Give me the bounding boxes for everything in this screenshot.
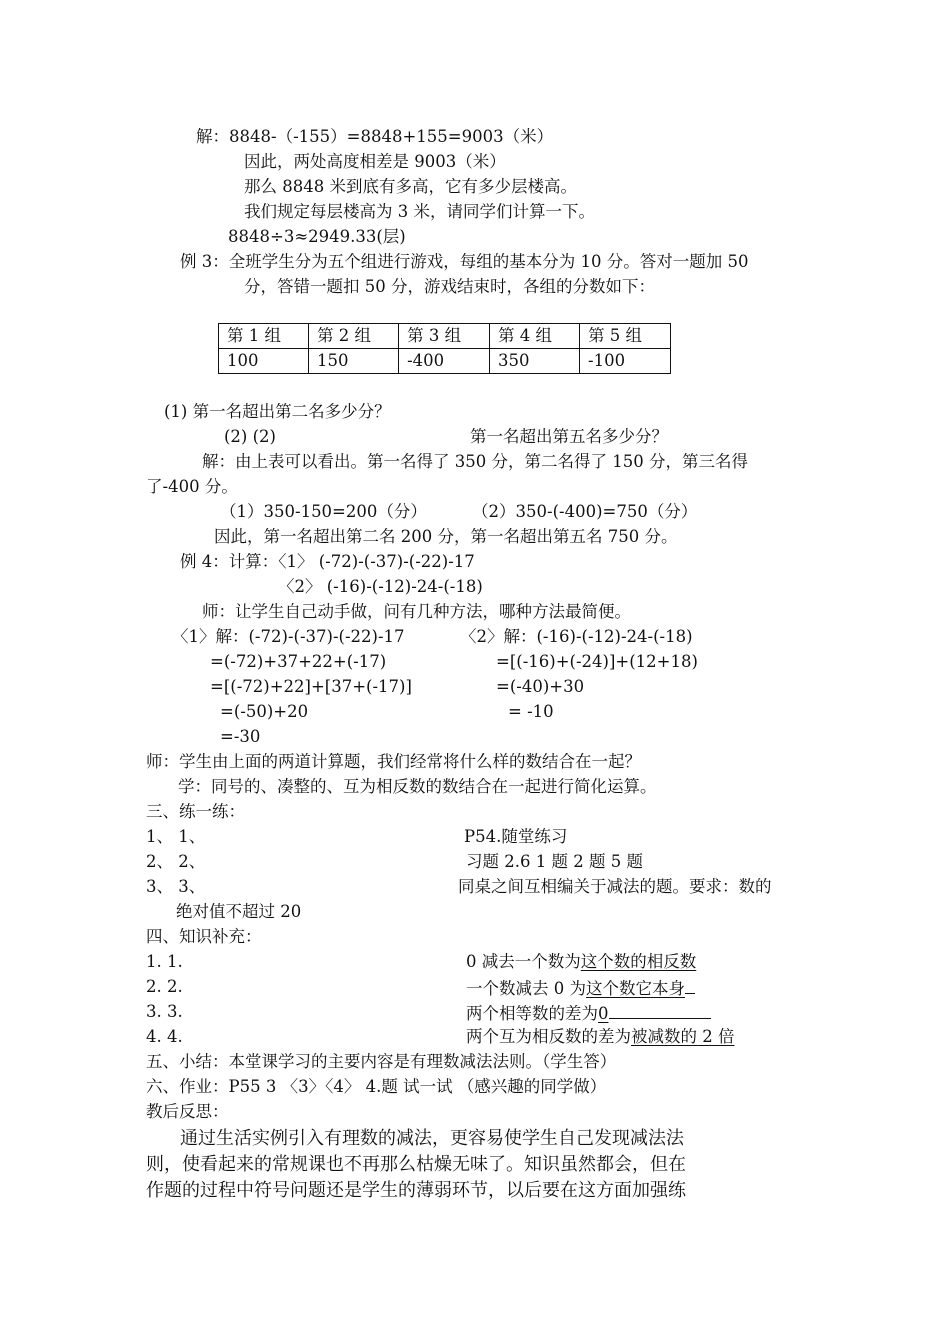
reflection-paragraph-line: 则，使看起来的常规课也不再那么枯燥无味了。知识虽然都会，但在 bbox=[146, 1154, 686, 1175]
solution-line: 解：8848-（-155）=8848+155=9003（米） bbox=[196, 127, 554, 146]
solution-2-line: =[(-16)+(-24)]+(12+18) bbox=[496, 652, 698, 671]
question-2-text: 第一名超出第五名多少分？ bbox=[470, 427, 668, 446]
underlined-answer: 0 bbox=[598, 1004, 609, 1023]
table-cell: 150 bbox=[309, 349, 399, 374]
conclusion-line: 因此，第一名超出第二名 200 分，第一名超出第五名 750 分。 bbox=[214, 527, 678, 546]
solution-1-line: =(-72)+37+22+(-17) bbox=[210, 652, 387, 671]
calculation-1: （1）350-150=200（分） bbox=[220, 502, 427, 521]
underlined-answer: 这个数的相反数 bbox=[580, 952, 697, 971]
table-header-cell: 第 3 组 bbox=[399, 324, 490, 349]
knowledge-item-text: 两个相等数的差为0 bbox=[466, 1001, 711, 1025]
knowledge-item-number: 1. 1. bbox=[146, 952, 183, 971]
example-4-title: 例 4：计算：〈1〉 (-72)-(-37)-(-22)-17 bbox=[180, 552, 475, 571]
practice-item-number: 3、 3、 bbox=[146, 877, 206, 896]
reflection-heading: 教后反思： bbox=[146, 1102, 229, 1121]
solution-line: 了-400 分。 bbox=[146, 477, 238, 496]
table-row bbox=[219, 349, 671, 374]
practice-item-text: 绝对值不超过 20 bbox=[176, 902, 302, 921]
score-table bbox=[218, 323, 671, 374]
solution-1-line: =[(-72)+22]+[37+(-17)] bbox=[210, 677, 412, 696]
reflection-paragraph-line: 作题的过程中符号问题还是学生的薄弱环节，以后要在这方面加强练 bbox=[146, 1180, 686, 1201]
solution-2-line: = -10 bbox=[508, 702, 554, 721]
example-3-title: 例 3：全班学生分为五个组进行游戏，每组的基本分为 10 分。答对一题加 50 bbox=[180, 252, 749, 271]
table-header-cell: 第 2 组 bbox=[309, 324, 399, 349]
solution-1-line: =-30 bbox=[220, 727, 261, 746]
teacher-question: 师：学生由上面的两道计算题，我们经常将什么样的数结合在一起？ bbox=[146, 752, 641, 771]
underlined-answer: 这个数它本身 bbox=[586, 979, 685, 998]
table-cell: 350 bbox=[490, 349, 580, 374]
calculation-2: （2）350-(-400)=750（分） bbox=[472, 502, 698, 521]
solution-1-line: =(-50)+20 bbox=[220, 702, 309, 721]
formula-line: 8848÷3≈2949.33(层) bbox=[228, 227, 406, 246]
example-3-text: 分，答错一题扣 50 分，游戏结束时，各组的分数如下： bbox=[244, 277, 655, 296]
practice-item-number: 2、 2、 bbox=[146, 852, 206, 871]
knowledge-item-number: 3. 3. bbox=[146, 1002, 183, 1021]
section-6-homework: 六、作业：P55 3 〈3〉〈4〉 4.题 试一试 （感兴趣的同学做） bbox=[146, 1077, 607, 1096]
solution-line: 解：由上表可以看出。第一名得了 350 分，第二名得了 150 分，第三名得 bbox=[202, 452, 748, 471]
table-cell: 100 bbox=[219, 349, 309, 374]
practice-item-text: P54.随堂练习 bbox=[464, 827, 568, 846]
solution-2-line: =(-40)+30 bbox=[496, 677, 585, 696]
section-3-heading: 三、练一练： bbox=[146, 802, 245, 821]
question-2-number: (2) (2) bbox=[224, 427, 276, 446]
practice-item-number: 1、 1、 bbox=[146, 827, 206, 846]
knowledge-item-number: 4. 4. bbox=[146, 1027, 183, 1046]
text-line: 我们规定每层楼高为 3 米，请同学们计算一下。 bbox=[244, 202, 595, 221]
solution-1-line: 〈1〉解：(-72)-(-37)-(-22)-17 bbox=[172, 627, 405, 646]
teacher-line: 师：让学生自己动手做，问有几种方法，哪种方法最简便。 bbox=[202, 602, 631, 621]
knowledge-item-text: 两个互为相反数的差为被减数的 2 倍 bbox=[466, 1027, 735, 1046]
knowledge-item-number: 2. 2. bbox=[146, 977, 183, 996]
text-line: 因此，两处高度相差是 9003（米） bbox=[244, 152, 506, 171]
table-header-cell: 第 4 组 bbox=[490, 324, 580, 349]
underlined-answer: 被减数的 2 倍 bbox=[631, 1027, 735, 1046]
example-4-part-2: 〈2〉 (-16)-(-12)-24-(-18) bbox=[278, 577, 483, 596]
section-5-summary: 五、小结：本堂课学习的主要内容是有理数减法法则。（学生答） bbox=[146, 1052, 617, 1071]
answer-blank bbox=[685, 976, 695, 994]
practice-item-text: 同桌之间互相编关于减法的题。要求：数的 bbox=[458, 877, 772, 896]
table-header-row bbox=[219, 324, 671, 349]
table-header-cell: 第 5 组 bbox=[580, 324, 671, 349]
table-header-cell: 第 1 组 bbox=[219, 324, 309, 349]
practice-item-text: 习题 2.6 1 题 2 题 5 题 bbox=[466, 852, 643, 871]
student-answer: 学：同号的、凑整的、互为相反数的数结合在一起进行简化运算。 bbox=[178, 777, 657, 796]
knowledge-item-text: 一个数减去 0 为这个数它本身 bbox=[466, 976, 695, 1000]
solution-2-line: 〈2〉解：(-16)-(-12)-24-(-18) bbox=[460, 627, 693, 646]
knowledge-item-text: 0 减去一个数为这个数的相反数 bbox=[466, 952, 697, 971]
table-cell: -100 bbox=[580, 349, 671, 374]
text-line: 那么 8848 米到底有多高，它有多少层楼高。 bbox=[244, 177, 577, 196]
section-4-heading: 四、知识补充： bbox=[146, 927, 262, 946]
reflection-paragraph-line: 通过生活实例引入有理数的减法，更容易使学生自己发现减法法 bbox=[180, 1128, 684, 1149]
question-1: (1) 第一名超出第二名多少分？ bbox=[164, 402, 391, 421]
answer-blank bbox=[609, 1001, 711, 1019]
table-cell: -400 bbox=[399, 349, 490, 374]
